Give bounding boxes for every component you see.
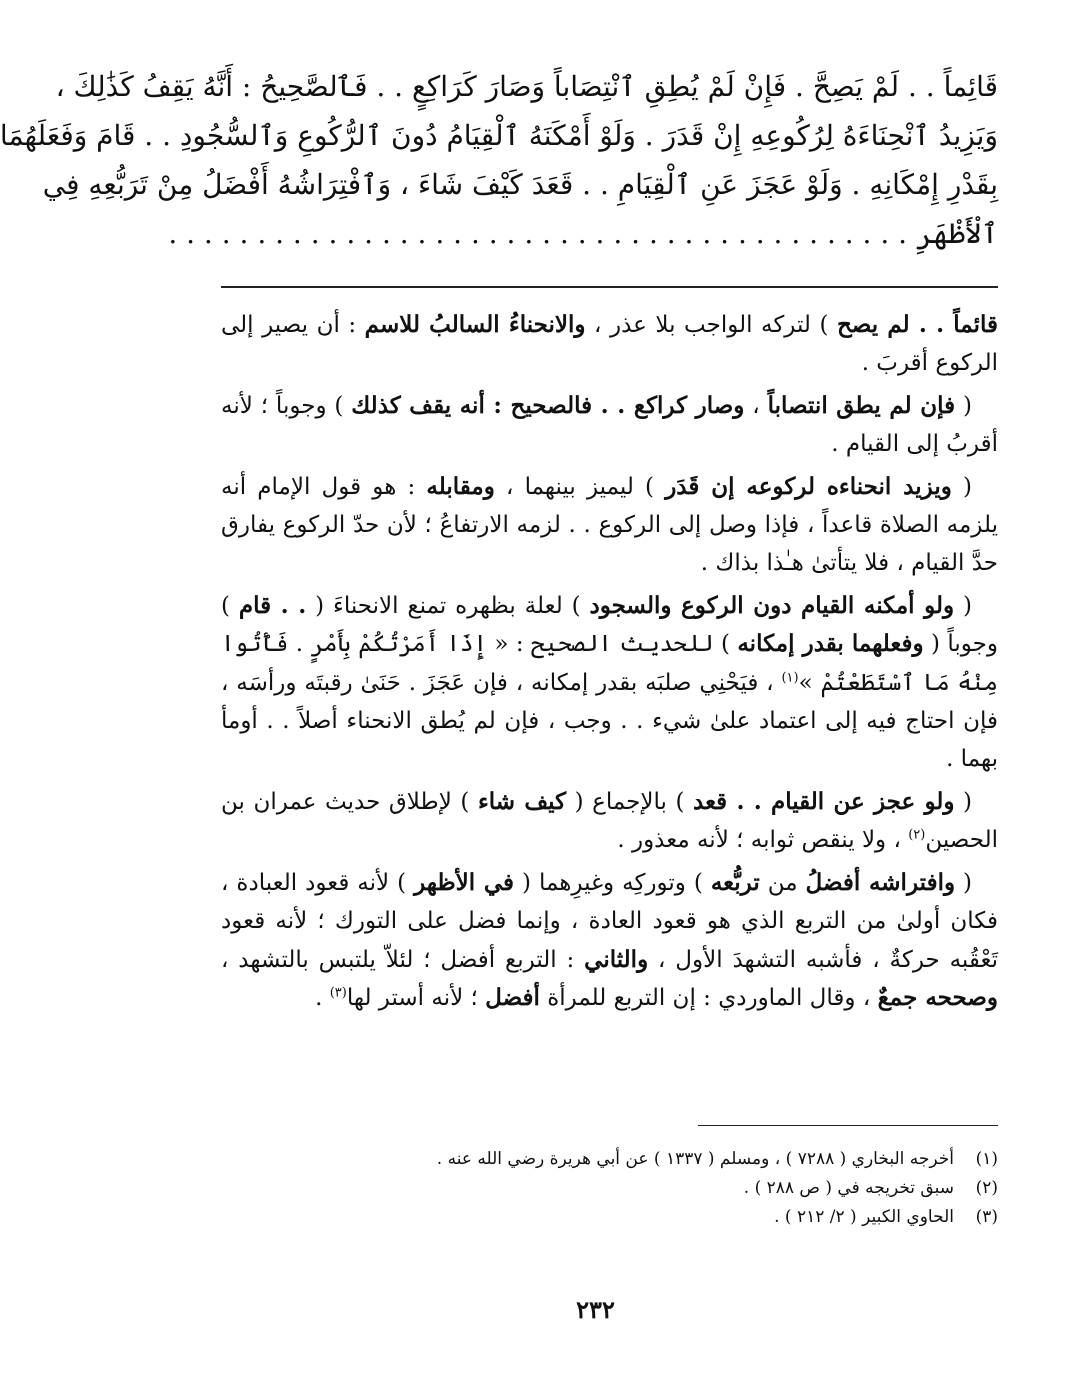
commentary-paragraph	[221, 387, 998, 464]
matn-quote: . . قام	[238, 591, 307, 619]
commentary-run: ) لعلة بظهره تمنع الانحناءَ (	[306, 592, 590, 619]
footnote-ref: (٣)	[329, 985, 347, 1001]
commentary-run: من	[759, 869, 806, 896]
matn-text	[0, 62, 998, 258]
commentary-run: ) وجوباً ؛ لأنه أقربُ إلى القيام .	[221, 392, 998, 458]
commentary-paragraph	[221, 468, 998, 583]
matn-quote: أفضل	[485, 983, 540, 1011]
page-number: ٢٣٢	[576, 1295, 615, 1324]
matn-quote: والانحناءُ السالبُ للاسم	[364, 311, 586, 338]
matn-quote: ولو عجز عن القيام . . قعد	[693, 787, 955, 815]
commentary-run: ) لإطلاق حديث عمران بن الحصين	[221, 788, 998, 854]
commentary-paragraph	[221, 864, 998, 1018]
matn-quote: ولو أمكنه القيام دون الركوع والسجود	[589, 591, 955, 619]
commentary-run: ؛ لأنه أستر لها	[346, 984, 486, 1011]
commentary-run: : هو قول الإمام أنه يلزمه الصلاة قاعداً ، فإذا وصل إلى الركوع . . لزمه الارتفاعُ ؛ لأن حدّ الركوع يفارق حدَّ القيام ، فلا يتأتىٰ هـٰذا بذاك .	[221, 473, 998, 577]
commentary-run: ) وتوركِه وغيرِهما (	[514, 869, 711, 896]
matn-quote: في الأظهر	[414, 868, 515, 896]
commentary-run: ) لتركه الواجب بلا عذر ،	[585, 312, 837, 338]
commentary-run: ، وقال الماوردي : إن التربع للمرأة	[539, 984, 878, 1011]
matn-quote: قائماً . . لم يصح	[836, 311, 999, 338]
matn-quote: كيف شاء	[477, 787, 567, 815]
footnote-ref: (١)	[781, 670, 799, 685]
commentary-run: .	[315, 984, 330, 1011]
matn-quote: تربُّعه	[710, 868, 760, 896]
footnote	[221, 1145, 998, 1174]
commentary-run: (	[955, 392, 973, 419]
matn-line: قَائِماً . . لَمْ يَصِحَّ . فَإِنْ لَمْ يُطِقِ ٱنْتِصَاباً وَصَارَ كَرَاكِعٍ . . فَٱلصَّحِيحُ : أَنَّهُ يَقِفُ كَذَٰلِكَ ،	[55, 70, 998, 103]
matn-quote: وافتراشه أفضلُ	[805, 868, 956, 896]
commentary-run: ) ليميز بينهما ،	[494, 473, 666, 500]
commentary-run: ) وجوباً (	[221, 592, 998, 658]
commentary-run: (	[954, 592, 972, 619]
matn-quote: وفعلهما بقدر إمكانه	[737, 630, 924, 658]
commentary-run: (	[951, 473, 972, 500]
footnote-number: (١)	[975, 1149, 998, 1169]
footnote	[221, 1174, 998, 1203]
commentary-text	[221, 306, 998, 1021]
footnote-separator-rule	[698, 1125, 998, 1126]
commentary-paragraph	[221, 306, 998, 383]
matn-quote: ومقابله	[426, 472, 495, 500]
matn-quote: وصححه جمعٌ	[877, 983, 998, 1011]
footnote-text: سبق تخريجه في ( ص ٢٨٨ ) .	[743, 1178, 954, 1198]
footnote-text: الحاوي الكبير ( ٢/ ٢١٢ ) .	[774, 1207, 954, 1227]
commentary-run: ) للحديث الصحيح : « إِذَا أَمَرْتُكُمْ بِأَمْرٍ . فَأْتُوا مِنْهُ مَا ٱسْتَطَعْتُمْ »	[221, 631, 998, 696]
footnote-number: (٣)	[975, 1207, 998, 1227]
matn-separator-rule	[221, 286, 998, 288]
commentary-run: (	[955, 869, 973, 896]
footnote-number: (٢)	[975, 1178, 998, 1198]
commentary-run: ) لأنه قعود العبادة ، فكان أولىٰ من التربع الذي هو قعود العادة ، وإنما فضل على التورك ؛ لأنه قعود تَعْقُبه حركةٌ ، فأشبه التشهدَ الأول ،	[221, 869, 998, 973]
matn-quote: ويزيد انحناءه لركوعه إن قَدَر	[665, 472, 952, 500]
matn-line: وَيَزِيدُ ٱنْحِنَاءَهُ لِرُكُوعِهِ إِنْ قَدَرَ . وَلَوْ أَمْكَنَهُ ٱلْقِيَامُ دُونَ ٱلرُّكُوعِ وَٱلسُّجُودِ . . قَامَ وَفَعَلَهُمَا	[0, 119, 998, 152]
matn-quote: فإن لم يطق انتصاباً	[767, 391, 956, 419]
footnote-text: أخرجه البخاري ( ٧٢٨٨ ) ، ومسلم ( ١٣٣٧ ) عن أبي هريرة رضي الله عنه .	[436, 1149, 954, 1169]
footnote-ref: (٢)	[908, 827, 926, 843]
commentary-paragraph	[221, 783, 998, 860]
matn-line: بِقَدْرِ إِمْكَانِهِ . وَلَوْ عَجَزَ عَنِ ٱلْقِيَامِ . . قَعَدَ كَيْفَ شَاءَ ، وَٱفْتِرَاشُهُ أَفْضَلُ مِنْ تَرَبُّعِهِ فِي	[42, 168, 998, 201]
matn-quote: والثاني	[584, 945, 649, 973]
commentary-run: ) بالإجماع (	[566, 788, 694, 815]
matn-line: ٱلْأَظْهَرِ . . . . . . . . . . . . . . . . . . . . . . . . . . . . . . . . . . . . . . . . . .	[168, 217, 998, 250]
commentary-run: ، فيَحْنِي صلبَه بقدر إمكانه ، فإن عَجَزَ . حَنَىٰ رقبتَه ورأسَه ، فإن احتاج فيه إلى اعتماد علىٰ شيء . . وجب ، فإن لم يُطق الانحناء أصلاً . . أومأ بهما .	[221, 669, 998, 773]
commentary-paragraph	[221, 587, 998, 779]
matn-quote: وصار كراكع . . فالصحيح : أنه يقف كذلك	[351, 391, 745, 419]
footnotes	[221, 1145, 998, 1232]
footnote	[221, 1203, 998, 1232]
commentary-run: (	[954, 788, 973, 815]
commentary-run: : التربع أفضل ؛ لئلاّ يلتبس بالتشهد ،	[221, 946, 585, 973]
commentary-run: ،	[744, 392, 768, 419]
commentary-run: : أن يصير إلى الركوع أقربَ .	[221, 312, 998, 377]
commentary-run: ، ولا ينقص ثوابه ؛ لأنه معذور .	[617, 827, 909, 854]
